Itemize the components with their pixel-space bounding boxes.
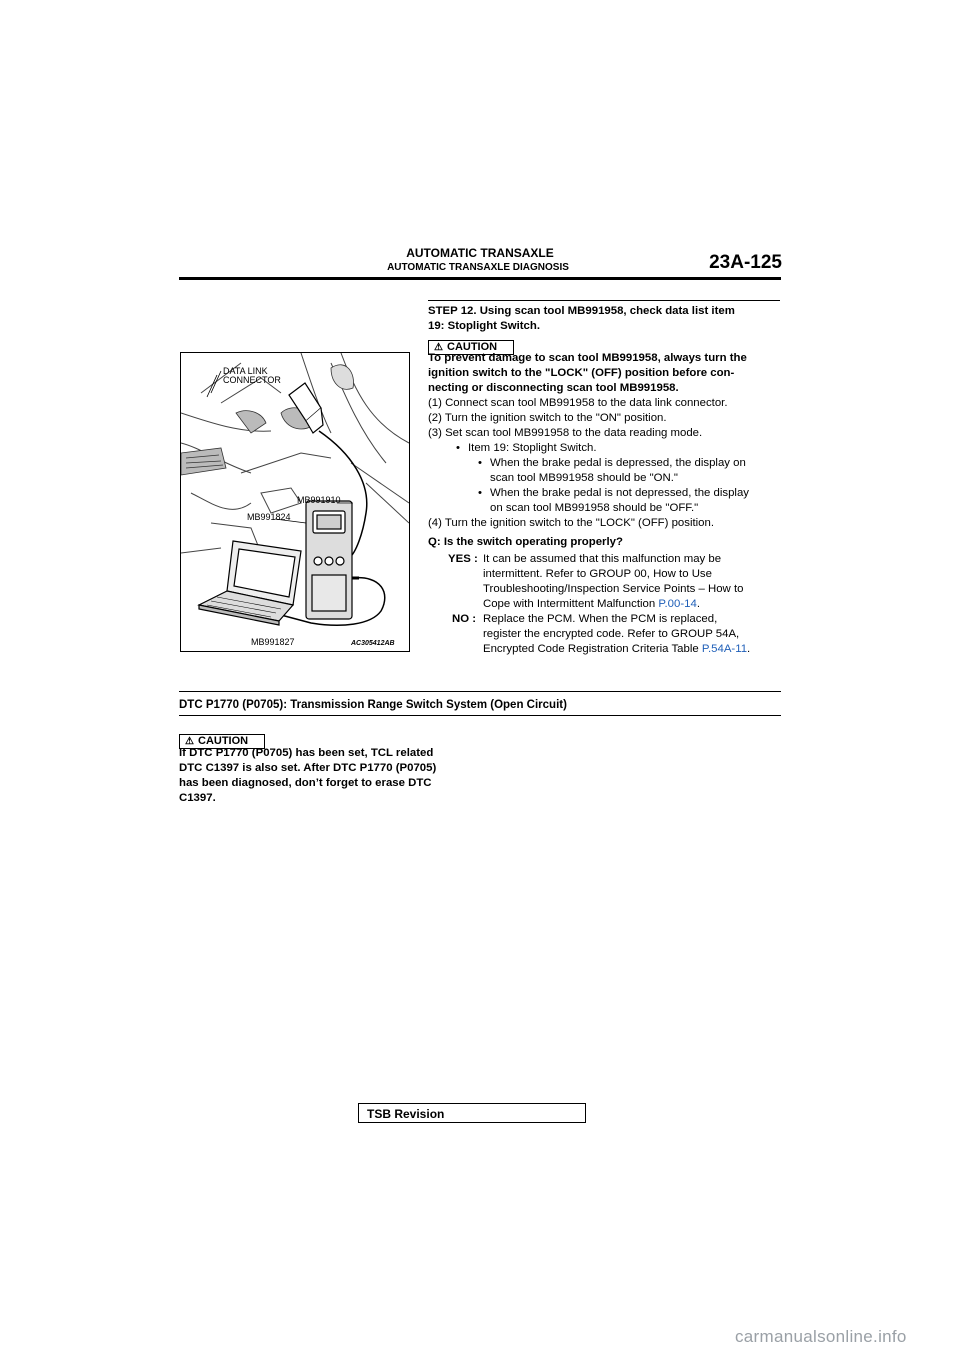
- scan-tool-connection-figure: [180, 352, 410, 652]
- yes-line-4: Cope with Intermittent Malfunction P.00-14.: [483, 598, 700, 610]
- yes-line-4-text: Cope with Intermittent Malfunction: [483, 598, 656, 610]
- dtc-rule-bottom: [179, 715, 781, 716]
- item-line: Item 19: Stoplight Switch.: [468, 442, 597, 454]
- step-rule: [428, 300, 780, 301]
- bullet-icon: •: [478, 457, 482, 469]
- section-title: AUTOMATIC TRANSAXLE: [406, 246, 554, 260]
- no-label: NO :: [452, 613, 477, 625]
- step-title-line-2: 19: Stoplight Switch.: [428, 320, 541, 332]
- step-caution-label: CAUTION: [447, 341, 498, 353]
- dtc-caution-label: CAUTION: [198, 735, 249, 747]
- no-line-2: register the encrypted code. Refer to GROUP 54A,: [483, 628, 740, 640]
- no-line-1: Replace the PCM. When the PCM is replaced,: [483, 613, 718, 625]
- warning-triangle-icon: ⚠: [434, 342, 443, 353]
- yes-label: YES :: [448, 553, 478, 565]
- dtc-caution-line-3: has been diagnosed, don’t forget to erase DTC: [179, 777, 432, 789]
- data-link-connector-label-2: CONNECTOR: [223, 375, 281, 385]
- no-line-3-text: Encrypted Code Registration Criteria Table: [483, 643, 699, 655]
- figure-illustration: [181, 353, 409, 651]
- bullet-icon: •: [456, 442, 460, 454]
- dtc-caution-line-1: If DTC P1770 (P0705) has been set, TCL related: [179, 747, 434, 759]
- step-caution-line-2: ignition switch to the "LOCK" (OFF) position before con-: [428, 367, 735, 379]
- yes-line-3: Troubleshooting/Inspection Service Points – How to: [483, 583, 744, 595]
- page-number: 23A-125: [709, 252, 782, 273]
- bullet-icon: •: [478, 487, 482, 499]
- no-line-3: Encrypted Code Registration Criteria Table P.54A-11.: [483, 643, 751, 655]
- step-title-line-1: STEP 12. Using scan tool MB991958, check data list item: [428, 305, 735, 317]
- dtc-heading: DTC P1770 (P0705): Transmission Range Switch System (Open Circuit): [179, 699, 567, 711]
- sub-item-1-line-1: When the brake pedal is depressed, the display on: [490, 457, 746, 469]
- sub-item-2-line-1: When the brake pedal is not depressed, the display: [490, 487, 749, 499]
- dtc-caution-line-2: DTC C1397 is also set. After DTC P1770 (P0705): [179, 762, 437, 774]
- tsb-revision-box: TSB Revision: [358, 1103, 586, 1123]
- figure-code: AC305412AB: [351, 640, 395, 647]
- instruction-2: (2) Turn the ignition switch to the "ON" position.: [428, 412, 667, 424]
- mb991910-label: MB991910: [297, 495, 341, 505]
- sub-item-1-line-2: scan tool MB991958 should be "ON.": [490, 472, 678, 484]
- step-caution-line-1: To prevent damage to scan tool MB991958, always turn the: [428, 352, 747, 364]
- dtc-caution-line-4: C1397.: [179, 792, 216, 804]
- question: Q: Is the switch operating properly?: [428, 536, 623, 548]
- p-00-14-link[interactable]: P.00-14: [658, 598, 697, 610]
- data-link-connector-label-1: DATA LINK: [223, 366, 268, 376]
- watermark[interactable]: carmanualsonline.info: [735, 1327, 907, 1346]
- sub-item-2-line-2: on scan tool MB991958 should be "OFF.": [490, 502, 699, 514]
- dtc-rule-top: [179, 691, 781, 692]
- instruction-4: (4) Turn the ignition switch to the "LOCK" (OFF) position.: [428, 517, 715, 529]
- mb991827-label: MB991827: [251, 637, 295, 647]
- p-54a-11-link[interactable]: P.54A-11: [701, 643, 748, 655]
- warning-triangle-icon: ⚠: [185, 736, 194, 747]
- instruction-3: (3) Set scan tool MB991958 to the data reading mode.: [428, 427, 703, 439]
- yes-line-1: It can be assumed that this malfunction may be: [483, 553, 722, 565]
- subsection-title: AUTOMATIC TRANSAXLE DIAGNOSIS: [387, 262, 569, 273]
- instruction-1: (1) Connect scan tool MB991958 to the data link connector.: [428, 397, 728, 409]
- header-rule: [179, 277, 781, 280]
- step-caution-line-3: necting or disconnecting scan tool MB991958.: [428, 382, 679, 394]
- yes-line-2: intermittent. Refer to GROUP 00, How to Use: [483, 568, 712, 580]
- mb991824-label: MB991824: [247, 512, 291, 522]
